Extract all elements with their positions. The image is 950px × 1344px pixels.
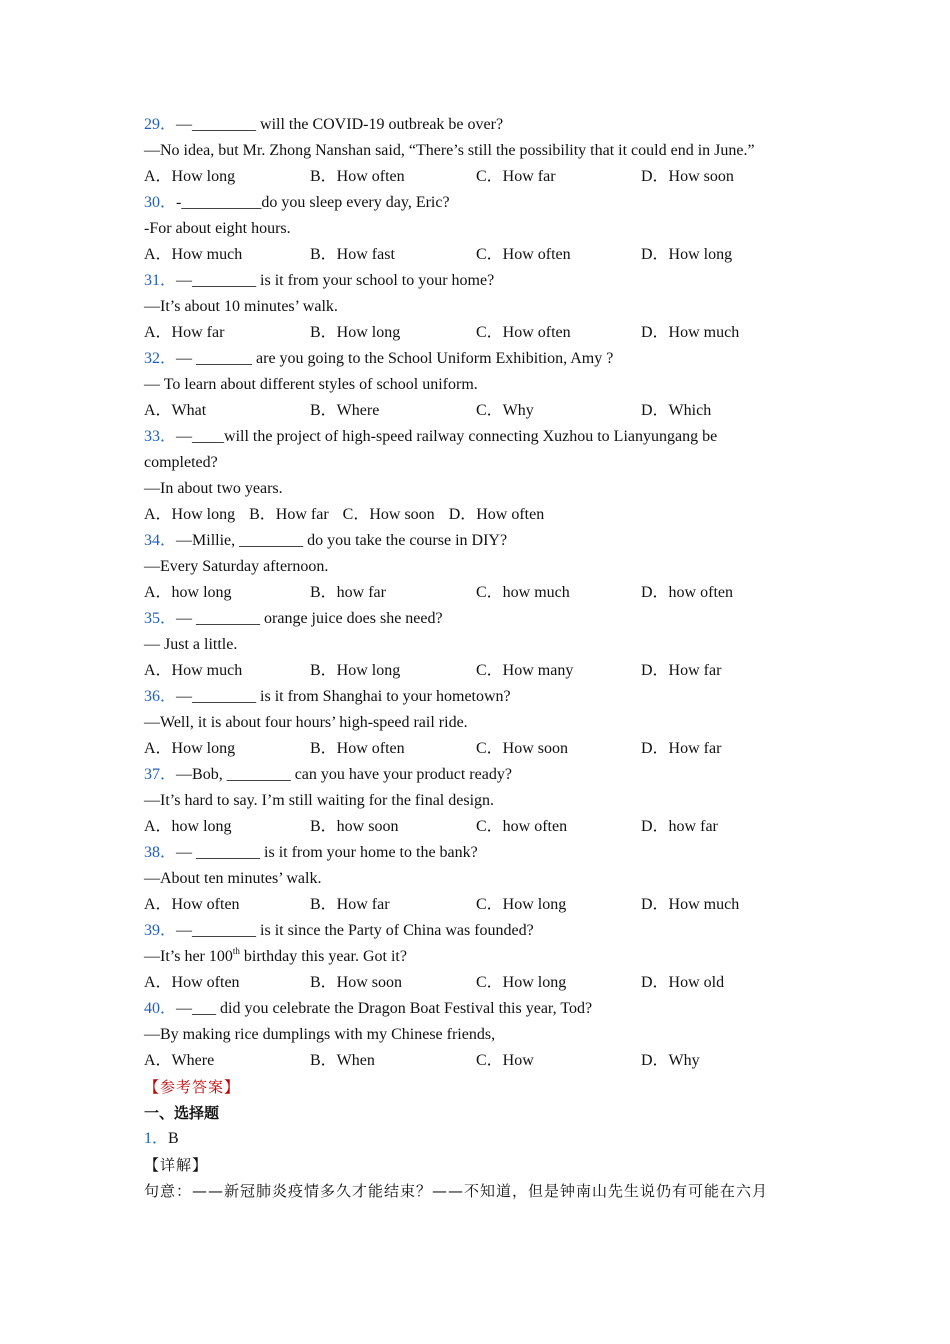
question-reply — [0, 944, 950, 970]
superscript: th — [232, 946, 240, 956]
detail-text — [0, 1178, 950, 1204]
option-c: C．how much — [476, 584, 570, 601]
option-b: B．how far — [310, 584, 386, 601]
option-c: C．How long — [476, 974, 567, 991]
option-a: A．What — [144, 402, 207, 419]
question-text: —________ is it from Shanghai to your hometown? — [176, 688, 511, 705]
question-text: —________ will the COVID-19 outbreak be over? — [176, 116, 504, 133]
option-row — [0, 892, 950, 918]
option-row — [0, 164, 950, 190]
question-number: 29． — [144, 116, 177, 133]
option-d: D．How long — [641, 246, 733, 263]
option-d: D．How old — [641, 974, 725, 991]
option-b: B．Where — [310, 402, 380, 419]
option-row — [0, 320, 950, 346]
detail-label-text: 【详解】 — [144, 1156, 209, 1174]
question-stem — [0, 528, 950, 554]
question-text: —___ did you celebrate the Dragon Boat Festival this year, Tod? — [176, 1000, 593, 1017]
question-text: —________ is it from your school to your home? — [176, 272, 495, 289]
question-stem — [0, 606, 950, 632]
question-text: —Bob, ________ can you have your product ready? — [176, 766, 512, 783]
option-b: B．How long — [310, 324, 401, 341]
question-stem — [0, 684, 950, 710]
option-d: D．How soon — [641, 168, 734, 185]
option-d: D．How often — [448, 506, 545, 523]
detail-text-content: 句意：——新冠肺炎疫情多久才能结束？——不知道，但是钟南山先生说仍有可能在六月 — [144, 1182, 769, 1200]
option-a: A．How often — [144, 974, 240, 991]
question-number: 30． — [144, 194, 177, 211]
option-a: A．How often — [144, 896, 240, 913]
question-reply: —It’s about 10 minutes’ walk. — [144, 298, 338, 315]
question-number: 38． — [144, 844, 177, 861]
answer-line — [0, 1126, 950, 1152]
question-number: 40． — [144, 1000, 177, 1017]
option-b: B．How far — [249, 506, 329, 523]
question-reply: —About ten minutes’ walk. — [144, 870, 322, 887]
option-d: D．How far — [641, 662, 722, 679]
answer-section-title — [0, 1074, 950, 1100]
option-a: A．How long — [144, 506, 236, 523]
answer-value: B — [168, 1130, 179, 1147]
document-page — [0, 112, 950, 1204]
option-c: C．How often — [476, 246, 571, 263]
detail-label — [0, 1152, 950, 1178]
question-reply: —Every Saturday afternoon. — [144, 558, 329, 575]
option-d: D．how far — [641, 818, 718, 835]
option-d: D．How far — [641, 740, 722, 757]
question-reply: — Just a little. — [144, 636, 238, 653]
option-c: C．How soon — [476, 740, 569, 757]
question-stem — [0, 190, 950, 216]
option-row — [0, 242, 950, 268]
question-number: 31． — [144, 272, 177, 289]
question-reply: — To learn about different styles of school uniform. — [144, 376, 478, 393]
question-reply: —By making rice dumplings with my Chinese friends, — [144, 1026, 496, 1043]
question-stem — [0, 840, 950, 866]
question-reply: —In about two years. — [144, 480, 283, 497]
option-c: C．how often — [476, 818, 568, 835]
question-number: 36． — [144, 688, 177, 705]
option-c: C．How soon — [342, 506, 435, 523]
option-a: A．How much — [144, 246, 243, 263]
question-stem — [0, 996, 950, 1022]
option-row — [0, 398, 950, 424]
option-a: A．How long — [144, 740, 236, 757]
question-stem — [0, 424, 950, 450]
section-heading-text: 一、选择题 — [144, 1104, 220, 1122]
question-text: — ________ is it from your home to the bank? — [176, 844, 478, 861]
question-number: 32． — [144, 350, 177, 367]
option-row — [0, 970, 950, 996]
question-text: —Millie, ________ do you take the course in DIY? — [176, 532, 508, 549]
reply-text-continued: birthday this year. Got it? — [239, 948, 407, 965]
option-row — [0, 658, 950, 684]
option-b: B．How often — [310, 740, 405, 757]
option-a: A．how long — [144, 818, 232, 835]
option-a: A．How long — [144, 168, 236, 185]
option-d: D．How much — [641, 896, 740, 913]
option-row — [0, 736, 950, 762]
question-stem — [0, 762, 950, 788]
option-c: C．How long — [476, 896, 567, 913]
question-reply: -For about eight hours. — [144, 220, 291, 237]
question-number: 34． — [144, 532, 177, 549]
option-a: A．how long — [144, 584, 232, 601]
option-b: B．How soon — [310, 974, 403, 991]
question-reply: —No idea, but Mr. Zhong Nanshan said, “There’s still the possibility that it could end in June.” — [144, 142, 755, 159]
option-b: B．How fast — [310, 246, 395, 263]
question-reply: —It’s hard to say. I’m still waiting for the final design. — [144, 792, 495, 809]
question-text: —________ is it since the Party of China was founded? — [176, 922, 534, 939]
option-d: D．Why — [641, 1052, 700, 1069]
option-a: A．Where — [144, 1052, 215, 1069]
question-text: -__________do you sleep every day, Eric? — [176, 194, 450, 211]
question-stem — [0, 268, 950, 294]
option-c: C．Why — [476, 402, 534, 419]
option-b: B．How often — [310, 168, 405, 185]
option-row — [0, 1048, 950, 1074]
option-b: B．When — [310, 1052, 375, 1069]
option-row — [0, 814, 950, 840]
question-number: 35． — [144, 610, 177, 627]
reply-text: —It’s her 100 — [144, 948, 233, 965]
option-c: C．How many — [476, 662, 574, 679]
question-stem — [0, 918, 950, 944]
option-d: D．how often — [641, 584, 733, 601]
question-number: 37． — [144, 766, 177, 783]
option-c: C．How often — [476, 324, 571, 341]
option-c: C．How — [476, 1052, 534, 1069]
option-b: B．how soon — [310, 818, 399, 835]
question-stem — [0, 346, 950, 372]
option-d: D．Which — [641, 402, 712, 419]
question-number: 33． — [144, 428, 177, 445]
question-stem — [0, 112, 950, 138]
option-a: A．How far — [144, 324, 225, 341]
question-stem-continued: completed? — [144, 454, 218, 471]
section-heading — [0, 1100, 950, 1126]
question-reply: —Well, it is about four hours’ high-speed rail ride. — [144, 714, 468, 731]
option-b: B．How long — [310, 662, 401, 679]
answer-number: 1． — [144, 1130, 169, 1147]
question-text: —____will the project of high-speed railway connecting Xuzhou to Lianyungang be — [176, 428, 718, 445]
option-b: B．How far — [310, 896, 390, 913]
option-a: A．How much — [144, 662, 243, 679]
question-number: 39． — [144, 922, 177, 939]
option-row — [0, 502, 950, 528]
question-text: — ________ orange juice does she need? — [176, 610, 443, 627]
answer-title: 【参考答案】 — [144, 1078, 241, 1096]
option-c: C．How far — [476, 168, 556, 185]
option-d: D．How much — [641, 324, 740, 341]
option-row — [0, 580, 950, 606]
question-text: — _______ are you going to the School Uniform Exhibition, Amy ? — [176, 350, 614, 367]
